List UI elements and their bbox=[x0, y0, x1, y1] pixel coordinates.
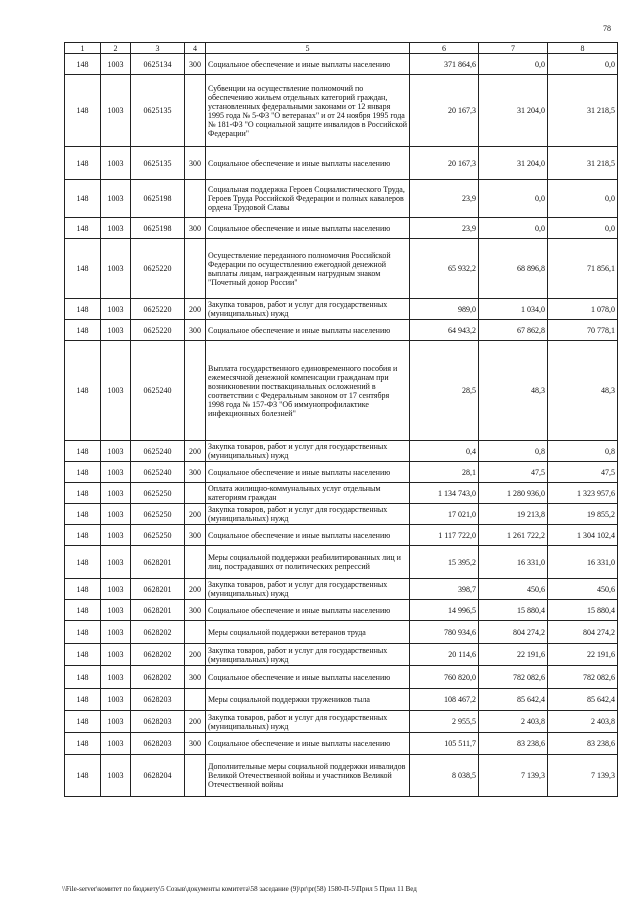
cell-expense-type: 200 bbox=[185, 299, 206, 320]
cell-target-article: 0625220 bbox=[131, 320, 185, 341]
cell-section: 148 bbox=[65, 755, 101, 797]
table-row bbox=[65, 504, 618, 525]
cell-description: Выплата государственного единовременного пособия и ежемесячной денежной компенсации гражданам при возникновении поствакцинальных осложнений в соответствии с Федеральным законом от 17 сентября 1998 года № 157-ФЗ "Об иммунопрофилактике инфекционных болезней" bbox=[206, 341, 410, 441]
cell-subsection: 1003 bbox=[101, 546, 131, 579]
cell-amount-2017: 70 778,1 bbox=[548, 320, 618, 341]
cell-amount-2015: 108 467,2 bbox=[410, 689, 479, 711]
cell-description: Закупка товаров, работ и услуг для государственных (муниципальных) нужд bbox=[206, 644, 410, 666]
column-header: 1 bbox=[65, 43, 101, 54]
cell-amount-2015: 760 820,0 bbox=[410, 666, 479, 689]
cell-description: Осуществление переданного полномочия Российской Федерации по осуществлению ежегодной денежной выплаты лицам, награжденным нагрудным знаком "Почетный донор России" bbox=[206, 239, 410, 299]
cell-amount-2015: 23,9 bbox=[410, 180, 479, 218]
table-row bbox=[65, 666, 618, 689]
table-row bbox=[65, 546, 618, 579]
cell-description: Социальное обеспечение и иные выплаты населению bbox=[206, 462, 410, 483]
cell-amount-2017: 48,3 bbox=[548, 341, 618, 441]
page-number: 78 bbox=[603, 24, 611, 33]
cell-subsection: 1003 bbox=[101, 525, 131, 546]
cell-expense-type bbox=[185, 689, 206, 711]
cell-amount-2016: 31 204,0 bbox=[479, 75, 548, 147]
cell-section: 148 bbox=[65, 546, 101, 579]
cell-section: 148 bbox=[65, 218, 101, 239]
cell-section: 148 bbox=[65, 644, 101, 666]
cell-description: Социальное обеспечение и иные выплаты населению bbox=[206, 147, 410, 180]
cell-amount-2016: 0,0 bbox=[479, 180, 548, 218]
cell-section: 148 bbox=[65, 504, 101, 525]
cell-amount-2015: 64 943,2 bbox=[410, 320, 479, 341]
cell-amount-2015: 1 117 722,0 bbox=[410, 525, 479, 546]
cell-amount-2015: 20 167,3 bbox=[410, 147, 479, 180]
cell-description: Социальное обеспечение и иные выплаты населению bbox=[206, 320, 410, 341]
cell-target-article: 0625240 bbox=[131, 462, 185, 483]
table-header-row bbox=[65, 43, 618, 54]
table-row bbox=[65, 733, 618, 755]
cell-amount-2015: 1 134 743,0 bbox=[410, 483, 479, 504]
cell-amount-2016: 2 403,8 bbox=[479, 711, 548, 733]
cell-expense-type bbox=[185, 546, 206, 579]
cell-amount-2016: 68 896,8 bbox=[479, 239, 548, 299]
cell-amount-2017: 71 856,1 bbox=[548, 239, 618, 299]
cell-amount-2016: 16 331,0 bbox=[479, 546, 548, 579]
cell-section: 148 bbox=[65, 341, 101, 441]
cell-subsection: 1003 bbox=[101, 180, 131, 218]
cell-amount-2016: 450,6 bbox=[479, 579, 548, 600]
table-row bbox=[65, 54, 618, 75]
cell-expense-type: 300 bbox=[185, 320, 206, 341]
column-header: 5 bbox=[206, 43, 410, 54]
cell-subsection: 1003 bbox=[101, 733, 131, 755]
cell-amount-2016: 0,8 bbox=[479, 441, 548, 462]
table-row bbox=[65, 600, 618, 621]
cell-target-article: 0625198 bbox=[131, 218, 185, 239]
cell-expense-type: 300 bbox=[185, 54, 206, 75]
cell-expense-type: 300 bbox=[185, 733, 206, 755]
table-row bbox=[65, 239, 618, 299]
table-row bbox=[65, 525, 618, 546]
cell-amount-2017: 0,0 bbox=[548, 54, 618, 75]
cell-subsection: 1003 bbox=[101, 218, 131, 239]
cell-subsection: 1003 bbox=[101, 621, 131, 644]
cell-section: 148 bbox=[65, 239, 101, 299]
cell-subsection: 1003 bbox=[101, 462, 131, 483]
table-row bbox=[65, 644, 618, 666]
cell-section: 148 bbox=[65, 600, 101, 621]
cell-expense-type: 300 bbox=[185, 218, 206, 239]
cell-section: 148 bbox=[65, 320, 101, 341]
cell-amount-2015: 780 934,6 bbox=[410, 621, 479, 644]
cell-description: Социальное обеспечение и иные выплаты населению bbox=[206, 525, 410, 546]
cell-amount-2015: 23,9 bbox=[410, 218, 479, 239]
cell-expense-type bbox=[185, 239, 206, 299]
cell-amount-2015: 371 864,6 bbox=[410, 54, 479, 75]
cell-section: 148 bbox=[65, 733, 101, 755]
cell-amount-2017: 83 238,6 bbox=[548, 733, 618, 755]
cell-amount-2017: 450,6 bbox=[548, 579, 618, 600]
cell-description: Социальное обеспечение и иные выплаты населению bbox=[206, 600, 410, 621]
column-header: 4 bbox=[185, 43, 206, 54]
cell-amount-2015: 17 021,0 bbox=[410, 504, 479, 525]
cell-amount-2017: 22 191,6 bbox=[548, 644, 618, 666]
cell-expense-type: 200 bbox=[185, 579, 206, 600]
cell-subsection: 1003 bbox=[101, 75, 131, 147]
cell-target-article: 0628203 bbox=[131, 689, 185, 711]
cell-section: 148 bbox=[65, 462, 101, 483]
column-header: 2 bbox=[101, 43, 131, 54]
cell-subsection: 1003 bbox=[101, 644, 131, 666]
cell-amount-2015: 28,5 bbox=[410, 341, 479, 441]
cell-section: 148 bbox=[65, 54, 101, 75]
cell-target-article: 0628202 bbox=[131, 666, 185, 689]
cell-target-article: 0625250 bbox=[131, 483, 185, 504]
table-row bbox=[65, 147, 618, 180]
cell-subsection: 1003 bbox=[101, 299, 131, 320]
cell-expense-type bbox=[185, 621, 206, 644]
cell-target-article: 0625135 bbox=[131, 147, 185, 180]
cell-amount-2017: 1 078,0 bbox=[548, 299, 618, 320]
cell-section: 148 bbox=[65, 147, 101, 180]
cell-amount-2016: 0,0 bbox=[479, 218, 548, 239]
cell-subsection: 1003 bbox=[101, 504, 131, 525]
cell-description: Закупка товаров, работ и услуг для государственных (муниципальных) нужд bbox=[206, 299, 410, 320]
table-row bbox=[65, 299, 618, 320]
cell-target-article: 0625250 bbox=[131, 525, 185, 546]
table-row bbox=[65, 462, 618, 483]
cell-amount-2016: 1 261 722,2 bbox=[479, 525, 548, 546]
cell-amount-2015: 15 395,2 bbox=[410, 546, 479, 579]
cell-expense-type bbox=[185, 180, 206, 218]
cell-description: Социальное обеспечение и иные выплаты населению bbox=[206, 666, 410, 689]
cell-target-article: 0625198 bbox=[131, 180, 185, 218]
column-header: 7 bbox=[479, 43, 548, 54]
cell-subsection: 1003 bbox=[101, 320, 131, 341]
column-header: 8 bbox=[548, 43, 618, 54]
cell-amount-2016: 19 213,8 bbox=[479, 504, 548, 525]
cell-target-article: 0625220 bbox=[131, 299, 185, 320]
cell-description: Социальное обеспечение и иные выплаты населению bbox=[206, 54, 410, 75]
cell-amount-2016: 0,0 bbox=[479, 54, 548, 75]
table-row bbox=[65, 75, 618, 147]
cell-section: 148 bbox=[65, 299, 101, 320]
cell-expense-type bbox=[185, 75, 206, 147]
cell-section: 148 bbox=[65, 441, 101, 462]
cell-amount-2017: 16 331,0 bbox=[548, 546, 618, 579]
cell-expense-type: 200 bbox=[185, 644, 206, 666]
cell-description: Меры социальной поддержки тружеников тыла bbox=[206, 689, 410, 711]
cell-target-article: 0628201 bbox=[131, 579, 185, 600]
cell-description: Оплата жилищно-коммунальных услуг отдельным категориям граждан bbox=[206, 483, 410, 504]
cell-target-article: 0628202 bbox=[131, 621, 185, 644]
cell-amount-2016: 782 082,6 bbox=[479, 666, 548, 689]
cell-amount-2016: 85 642,4 bbox=[479, 689, 548, 711]
cell-amount-2016: 47,5 bbox=[479, 462, 548, 483]
file-path-footer: \\File-server\комитет по бюджету\5 Созыв\документы комитета\58 заседание (9)\pr\pr(58) 1580-П-5\Прил 5 Прил 11 Вед bbox=[62, 885, 417, 893]
cell-expense-type bbox=[185, 483, 206, 504]
cell-subsection: 1003 bbox=[101, 341, 131, 441]
cell-subsection: 1003 bbox=[101, 711, 131, 733]
cell-section: 148 bbox=[65, 689, 101, 711]
table-row bbox=[65, 711, 618, 733]
cell-amount-2017: 1 304 102,4 bbox=[548, 525, 618, 546]
cell-target-article: 0625134 bbox=[131, 54, 185, 75]
cell-target-article: 0628201 bbox=[131, 600, 185, 621]
cell-section: 148 bbox=[65, 621, 101, 644]
table-row bbox=[65, 341, 618, 441]
cell-section: 148 bbox=[65, 666, 101, 689]
cell-target-article: 0628202 bbox=[131, 644, 185, 666]
table-body bbox=[65, 54, 618, 797]
cell-amount-2016: 804 274,2 bbox=[479, 621, 548, 644]
cell-section: 148 bbox=[65, 711, 101, 733]
cell-expense-type: 200 bbox=[185, 504, 206, 525]
cell-section: 148 bbox=[65, 180, 101, 218]
budget-table bbox=[64, 42, 618, 797]
cell-amount-2016: 83 238,6 bbox=[479, 733, 548, 755]
table-row bbox=[65, 320, 618, 341]
table-row bbox=[65, 218, 618, 239]
cell-target-article: 0628204 bbox=[131, 755, 185, 797]
cell-amount-2015: 14 996,5 bbox=[410, 600, 479, 621]
cell-subsection: 1003 bbox=[101, 579, 131, 600]
cell-description: Закупка товаров, работ и услуг для государственных (муниципальных) нужд bbox=[206, 579, 410, 600]
cell-amount-2017: 0,0 bbox=[548, 218, 618, 239]
cell-target-article: 0625240 bbox=[131, 441, 185, 462]
table-row bbox=[65, 441, 618, 462]
cell-amount-2016: 31 204,0 bbox=[479, 147, 548, 180]
cell-description: Меры социальной поддержки реабилитированных лиц и лиц, пострадавших от политических репрессий bbox=[206, 546, 410, 579]
cell-subsection: 1003 bbox=[101, 54, 131, 75]
cell-amount-2017: 85 642,4 bbox=[548, 689, 618, 711]
cell-amount-2015: 20 167,3 bbox=[410, 75, 479, 147]
cell-amount-2015: 65 932,2 bbox=[410, 239, 479, 299]
cell-expense-type bbox=[185, 755, 206, 797]
cell-amount-2017: 1 323 957,6 bbox=[548, 483, 618, 504]
cell-amount-2017: 15 880,4 bbox=[548, 600, 618, 621]
cell-expense-type bbox=[185, 341, 206, 441]
cell-amount-2017: 0,8 bbox=[548, 441, 618, 462]
cell-description: Закупка товаров, работ и услуг для государственных (муниципальных) нужд bbox=[206, 504, 410, 525]
cell-subsection: 1003 bbox=[101, 147, 131, 180]
cell-expense-type: 300 bbox=[185, 147, 206, 180]
cell-amount-2015: 398,7 bbox=[410, 579, 479, 600]
table-row bbox=[65, 483, 618, 504]
cell-amount-2016: 48,3 bbox=[479, 341, 548, 441]
cell-amount-2017: 2 403,8 bbox=[548, 711, 618, 733]
cell-amount-2017: 782 082,6 bbox=[548, 666, 618, 689]
cell-amount-2015: 20 114,6 bbox=[410, 644, 479, 666]
table-row bbox=[65, 579, 618, 600]
cell-expense-type: 200 bbox=[185, 441, 206, 462]
cell-description: Социальное обеспечение и иные выплаты населению bbox=[206, 218, 410, 239]
cell-subsection: 1003 bbox=[101, 239, 131, 299]
column-header: 6 bbox=[410, 43, 479, 54]
cell-section: 148 bbox=[65, 75, 101, 147]
cell-amount-2017: 47,5 bbox=[548, 462, 618, 483]
cell-expense-type: 300 bbox=[185, 525, 206, 546]
cell-subsection: 1003 bbox=[101, 666, 131, 689]
cell-subsection: 1003 bbox=[101, 755, 131, 797]
cell-expense-type: 300 bbox=[185, 600, 206, 621]
table-row bbox=[65, 689, 618, 711]
cell-target-article: 0628203 bbox=[131, 711, 185, 733]
cell-amount-2017: 31 218,5 bbox=[548, 75, 618, 147]
cell-amount-2016: 22 191,6 bbox=[479, 644, 548, 666]
table-row bbox=[65, 180, 618, 218]
cell-expense-type: 200 bbox=[185, 711, 206, 733]
cell-target-article: 0625220 bbox=[131, 239, 185, 299]
cell-section: 148 bbox=[65, 579, 101, 600]
column-header: 3 bbox=[131, 43, 185, 54]
cell-amount-2016: 1 034,0 bbox=[479, 299, 548, 320]
cell-amount-2016: 7 139,3 bbox=[479, 755, 548, 797]
cell-description: Меры социальной поддержки ветеранов труда bbox=[206, 621, 410, 644]
cell-amount-2017: 19 855,2 bbox=[548, 504, 618, 525]
cell-expense-type: 300 bbox=[185, 666, 206, 689]
cell-description: Социальная поддержка Героев Социалистического Труда, Героев Труда Российской Федерации и полных кавалеров ордена Трудовой Славы bbox=[206, 180, 410, 218]
cell-expense-type: 300 bbox=[185, 462, 206, 483]
cell-amount-2016: 67 862,8 bbox=[479, 320, 548, 341]
cell-description: Закупка товаров, работ и услуг для государственных (муниципальных) нужд bbox=[206, 441, 410, 462]
cell-amount-2017: 31 218,5 bbox=[548, 147, 618, 180]
cell-amount-2015: 8 038,5 bbox=[410, 755, 479, 797]
table-row bbox=[65, 621, 618, 644]
cell-amount-2017: 0,0 bbox=[548, 180, 618, 218]
cell-description: Дополнительные меры социальной поддержки инвалидов Великой Отечественной войны и участников Великой Отечественной войны bbox=[206, 755, 410, 797]
cell-target-article: 0625240 bbox=[131, 341, 185, 441]
cell-subsection: 1003 bbox=[101, 600, 131, 621]
cell-section: 148 bbox=[65, 525, 101, 546]
cell-target-article: 0625250 bbox=[131, 504, 185, 525]
cell-subsection: 1003 bbox=[101, 483, 131, 504]
cell-description: Субвенции на осуществление полномочий по обеспечению жильем отдельных категорий граждан, установленных федеральными законами от 12 января 1995 года № 5-ФЗ "О ветеранах" и от 24 ноября 1995 года № 181-ФЗ "О социальной защите инвалидов в Российской Федерации" bbox=[206, 75, 410, 147]
cell-amount-2016: 1 280 936,0 bbox=[479, 483, 548, 504]
cell-section: 148 bbox=[65, 483, 101, 504]
cell-amount-2016: 15 880,4 bbox=[479, 600, 548, 621]
table-row bbox=[65, 755, 618, 797]
cell-amount-2015: 0,4 bbox=[410, 441, 479, 462]
cell-amount-2015: 105 511,7 bbox=[410, 733, 479, 755]
cell-description: Закупка товаров, работ и услуг для государственных (муниципальных) нужд bbox=[206, 711, 410, 733]
cell-description: Социальное обеспечение и иные выплаты населению bbox=[206, 733, 410, 755]
cell-amount-2017: 7 139,3 bbox=[548, 755, 618, 797]
cell-amount-2015: 2 955,5 bbox=[410, 711, 479, 733]
cell-subsection: 1003 bbox=[101, 441, 131, 462]
cell-amount-2015: 28,1 bbox=[410, 462, 479, 483]
cell-amount-2015: 989,0 bbox=[410, 299, 479, 320]
cell-target-article: 0625135 bbox=[131, 75, 185, 147]
cell-target-article: 0628201 bbox=[131, 546, 185, 579]
cell-target-article: 0628203 bbox=[131, 733, 185, 755]
cell-subsection: 1003 bbox=[101, 689, 131, 711]
cell-amount-2017: 804 274,2 bbox=[548, 621, 618, 644]
